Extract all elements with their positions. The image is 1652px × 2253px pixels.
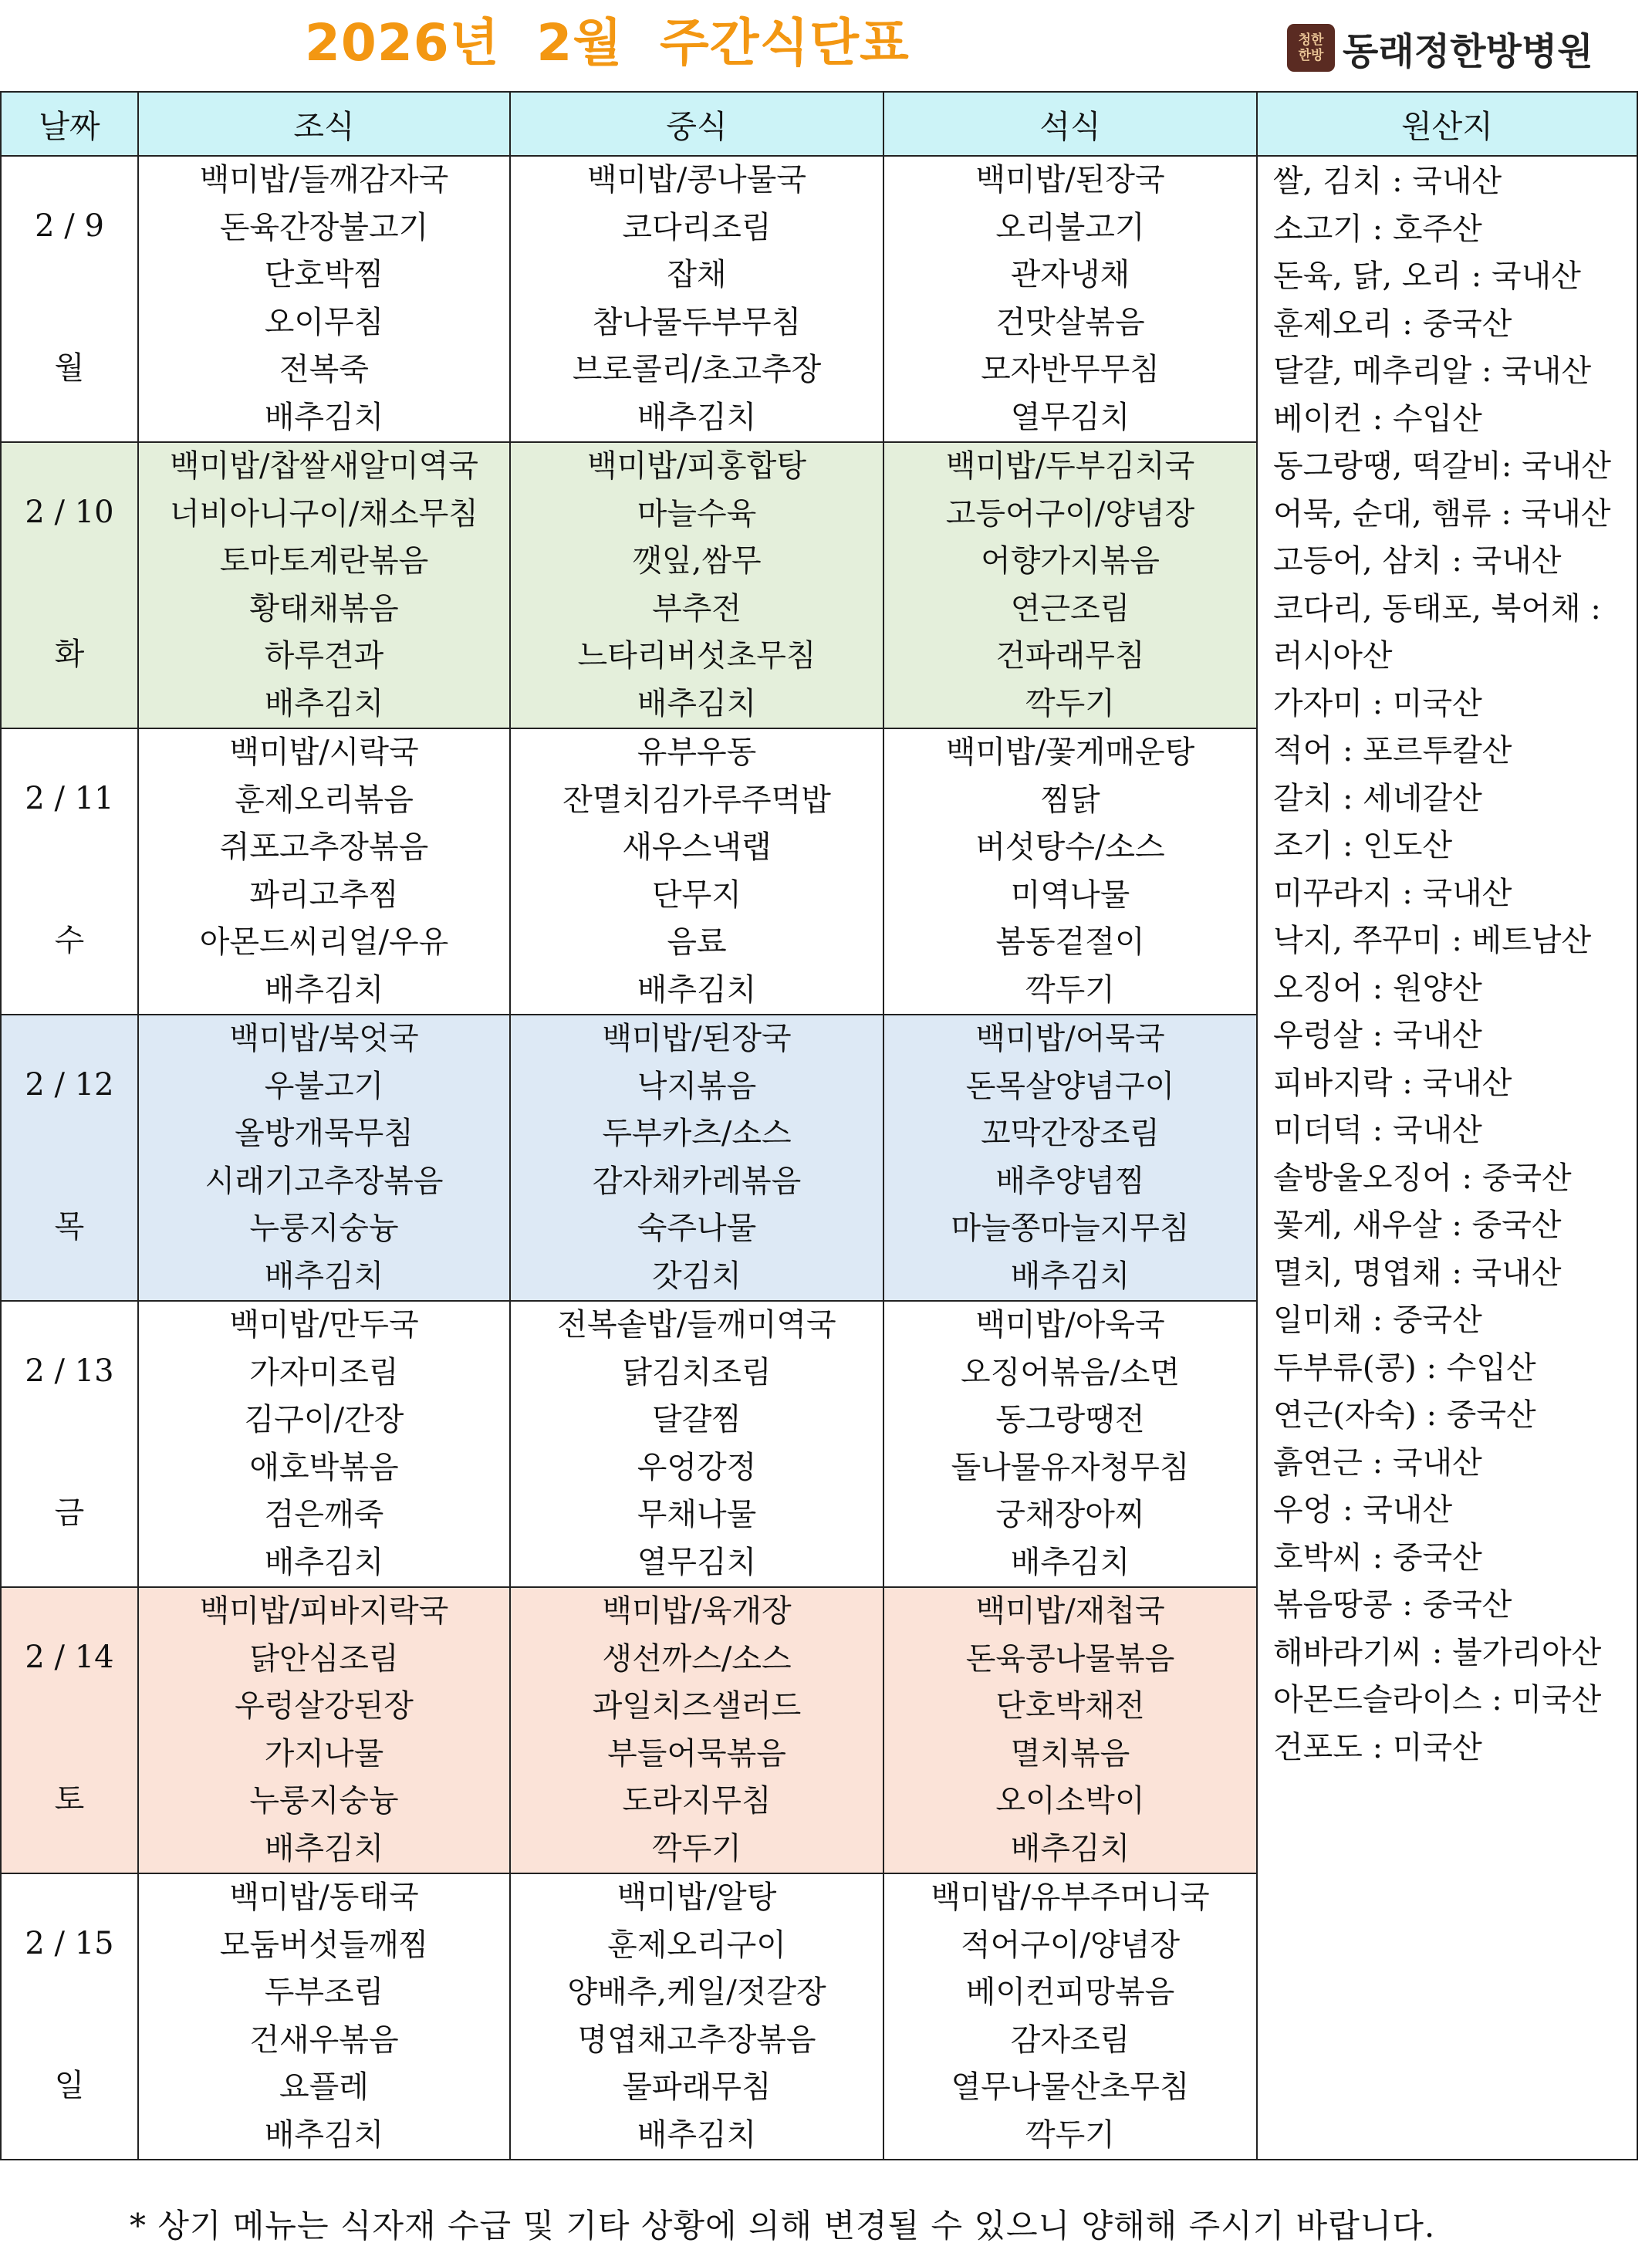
- menu-item: 깍두기: [1025, 685, 1115, 721]
- menu-item: 멸치볶음: [1010, 1735, 1130, 1772]
- date-cell: [1, 1873, 138, 2160]
- day-date: 2 / 15: [25, 1926, 114, 1961]
- menu-item: 가자미조림: [249, 1354, 399, 1390]
- day-weekday: 일: [54, 2067, 85, 2103]
- menu-item: 단호박채전: [995, 1688, 1145, 1724]
- date-cell: [1, 1015, 138, 1301]
- date-cell: [1, 156, 138, 442]
- date-cell: [1, 1587, 138, 1873]
- menu-item: 배추김치: [1010, 1830, 1130, 1866]
- day-weekday: 금: [54, 1495, 85, 1531]
- origin-item: 흙연근 : 국내산: [1273, 1444, 1482, 1481]
- menu-item: 궁채장아찌: [995, 1497, 1145, 1532]
- menu-item: 연근조림: [1010, 590, 1130, 627]
- hospital-logo-text-bottom: 한방: [1298, 48, 1324, 63]
- menu-item: 요플레: [279, 2069, 369, 2105]
- menu-item: 고등어구이/양념장: [945, 495, 1195, 532]
- menu-item: 낙지볶음: [637, 1068, 757, 1104]
- breakfast-cell: [138, 1015, 510, 1301]
- menu-item: 깍두기: [652, 1830, 742, 1866]
- lunch-cell: [510, 156, 883, 442]
- dinner-cell: [883, 156, 1257, 442]
- menu-item: 배추김치: [1010, 1258, 1130, 1294]
- menu-item: 하루견과: [264, 638, 384, 674]
- breakfast-cell: [138, 1587, 510, 1873]
- day-weekday: 수: [54, 922, 85, 958]
- dinner-cell: [883, 442, 1257, 728]
- menu-item: 백미밥/만두국: [229, 1307, 419, 1343]
- hospital-brand: [1287, 22, 1593, 74]
- menu-item: 아몬드씨리얼/우유: [199, 924, 449, 960]
- menu-item: 배추김치: [264, 1258, 384, 1294]
- lunch-cell: [510, 1587, 883, 1873]
- table-body: [1, 156, 1637, 2160]
- menu-item: 쥐포고추장볶음: [219, 829, 429, 865]
- origin-item: 해바라기씨 : 불가리아산: [1273, 1634, 1602, 1670]
- menu-item: 훈제오리볶음: [235, 782, 414, 818]
- menu-item: 단무지: [652, 877, 742, 913]
- menu-item: 건새우볶음: [249, 2022, 399, 2058]
- dinner-cell: [883, 1015, 1257, 1301]
- origin-item: 미꾸라지 : 국내산: [1273, 875, 1512, 911]
- lunch-cell: [510, 1015, 883, 1301]
- breakfast-cell: [138, 728, 510, 1015]
- table-row: [1, 156, 1637, 442]
- menu-item: 백미밥/들깨감자국: [199, 162, 449, 198]
- page-title: 2026년 2월 주간식단표: [305, 13, 910, 73]
- menu-item: 코다리조림: [622, 209, 772, 245]
- menu-item: 전복죽: [279, 352, 369, 387]
- menu-item: 물파래무침: [622, 2069, 772, 2105]
- menu-item: 배추김치: [264, 971, 384, 1008]
- day-weekday: 목: [54, 1208, 85, 1245]
- menu-item: 단호박찜: [264, 257, 384, 292]
- header-breakfast: 조식: [138, 92, 510, 156]
- menu-item: 두부카츠/소스: [602, 1116, 792, 1151]
- origin-item: 볶음땅콩 : 중국산: [1273, 1587, 1512, 1623]
- menu-item: 백미밥/두부김치국: [945, 448, 1195, 484]
- menu-item: 돈육간장불고기: [219, 209, 429, 245]
- origin-cell: [1257, 156, 1637, 2160]
- menu-item: 생선까스/소스: [602, 1640, 792, 1677]
- breakfast-cell: [138, 1873, 510, 2160]
- menu-item: 김구이/간장: [244, 1402, 404, 1437]
- menu-item: 백미밥/동태국: [229, 1880, 419, 1915]
- menu-item: 두부조림: [264, 1974, 384, 2010]
- origin-item: 솔방울오징어 : 중국산: [1273, 1160, 1572, 1196]
- hospital-logo-text-top: 청한: [1298, 32, 1324, 48]
- origin-item: 어묵, 순대, 햄류 : 국내산: [1273, 495, 1611, 532]
- menu-item: 마늘수육: [637, 495, 757, 532]
- menu-item: 깍두기: [1025, 971, 1115, 1008]
- menu-item: 백미밥/알탕: [617, 1880, 777, 1915]
- menu-item: 배추김치: [637, 399, 757, 435]
- origin-item: 조기 : 인도산: [1273, 828, 1453, 863]
- header-date: 날짜: [1, 92, 138, 156]
- origin-item: 달걀, 메추리알 : 국내산: [1273, 353, 1592, 389]
- menu-item: 찜닭: [1040, 782, 1100, 818]
- menu-item: 관자냉채: [1010, 257, 1130, 292]
- menu-item: 과일치즈샐러드: [592, 1688, 802, 1724]
- menu-item: 백미밥/피홍합탕: [587, 448, 806, 484]
- origin-item: 연근(자숙) : 중국산: [1273, 1397, 1536, 1433]
- origin-item: 러시아산: [1273, 638, 1393, 674]
- menu-item: 배추양념찜: [995, 1163, 1145, 1199]
- menu-item: 백미밥/육개장: [602, 1593, 792, 1629]
- origin-item: 훈제오리 : 중국산: [1273, 306, 1512, 342]
- origin-item: 우엉 : 국내산: [1273, 1492, 1453, 1528]
- day-date: 2 / 13: [25, 1353, 114, 1389]
- menu-item: 돈육콩나물볶음: [965, 1640, 1175, 1677]
- menu-item: 시래기고추장볶음: [204, 1163, 444, 1199]
- menu-item: 배추김치: [264, 1830, 384, 1866]
- menu-item: 배추김치: [264, 685, 384, 721]
- origin-item: 오징어 : 원양산: [1273, 970, 1482, 1006]
- menu-item: 배추김치: [637, 685, 757, 721]
- menu-item: 검은깨죽: [264, 1497, 384, 1532]
- lunch-cell: [510, 728, 883, 1015]
- menu-item: 감자조림: [1010, 2022, 1130, 2058]
- menu-item: 명엽채고추장볶음: [577, 2022, 816, 2058]
- dinner-cell: [883, 728, 1257, 1015]
- menu-item: 백미밥/유부주머니국: [931, 1880, 1210, 1915]
- menu-item: 새우스낵랩: [622, 829, 772, 865]
- header-lunch: 중식: [510, 92, 883, 156]
- menu-item: 꽈리고추찜: [249, 877, 399, 913]
- menu-item: 누룽지숭늉: [249, 1783, 399, 1819]
- menu-item: 배추김치: [264, 399, 384, 435]
- lunch-cell: [510, 442, 883, 728]
- breakfast-cell: [138, 1301, 510, 1587]
- menu-item: 애호박볶음: [249, 1449, 399, 1485]
- menu-item: 양배추,케일/젓갈장: [567, 1974, 826, 2010]
- origin-item: 쌀, 김치 : 국내산: [1273, 164, 1502, 199]
- menu-item: 누룽지숭늉: [249, 1211, 399, 1246]
- footnote: * 상기 메뉴는 식자재 수급 및 기타 상황에 의해 변경될 수 있으니 양해해 주시기 바랍니다.: [130, 2207, 1436, 2245]
- menu-item: 숙주나물: [637, 1211, 757, 1246]
- menu-item: 백미밥/피바지락국: [199, 1593, 449, 1629]
- origin-item: 꽃게, 새우살 : 중국산: [1273, 1208, 1562, 1243]
- menu-item: 적어구이/양념장: [961, 1927, 1180, 1963]
- menu-item: 백미밥/북엇국: [229, 1021, 419, 1056]
- hospital-name: 동래정한방병원: [1343, 29, 1593, 73]
- menu-item: 훈제오리구이: [607, 1927, 786, 1963]
- menu-item: 베이컨피망볶음: [965, 1974, 1175, 2010]
- menu-item: 갓김치: [652, 1258, 742, 1294]
- origin-item: 동그랑땡, 떡갈비: 국내산: [1273, 448, 1612, 484]
- menu-item: 백미밥/찹쌀새알미역국: [170, 448, 478, 484]
- breakfast-cell: [138, 156, 510, 442]
- origin-item: 두부류(콩) : 수입산: [1273, 1349, 1536, 1386]
- menu-item: 음료: [667, 924, 727, 960]
- hospital-logo-icon: [1287, 24, 1335, 72]
- menu-item: 우렁살강된장: [235, 1688, 414, 1724]
- menu-item: 배추김치: [264, 2116, 384, 2153]
- day-date: 2 / 9: [35, 208, 104, 244]
- dinner-cell: [883, 1873, 1257, 2160]
- menu-item: 달걀찜: [652, 1402, 742, 1437]
- menu-item: 백미밥/시락국: [229, 735, 419, 770]
- date-cell: [1, 1301, 138, 1587]
- day-weekday: 토: [54, 1781, 85, 1817]
- lunch-cell: [510, 1873, 883, 2160]
- menu-item: 오징어볶음/소면: [961, 1354, 1180, 1390]
- menu-item: 무채나물: [637, 1497, 757, 1532]
- origin-item: 호박씨 : 중국산: [1273, 1539, 1482, 1576]
- menu-item: 배추김치: [637, 2116, 757, 2153]
- origin-item: 고등어, 삼치 : 국내산: [1273, 543, 1562, 579]
- origin-item: 아몬드슬라이스 : 미국산: [1273, 1682, 1602, 1718]
- menu-item: 깍두기: [1025, 2116, 1115, 2153]
- menu-item: 도라지무침: [622, 1783, 772, 1819]
- origin-item: 적어 : 포르투칼산: [1273, 733, 1512, 768]
- origin-item: 갈치 : 세네갈산: [1273, 780, 1482, 816]
- origin-item: 피바지락 : 국내산: [1273, 1065, 1512, 1101]
- menu-item: 미역나물: [1010, 877, 1130, 913]
- menu-item: 백미밥/재첩국: [975, 1593, 1165, 1629]
- weekly-menu-table: [0, 91, 1638, 2160]
- menu-item: 닭김치조림: [622, 1354, 772, 1390]
- menu-item: 우불고기: [264, 1068, 384, 1104]
- menu-item: 열무나물산초무침: [951, 2069, 1190, 2105]
- menu-item: 오이소박이: [995, 1783, 1145, 1819]
- menu-item: 돌나물유자청무침: [951, 1449, 1190, 1485]
- menu-item: 봄동겉절이: [995, 924, 1145, 960]
- header-origin: 원산지: [1257, 92, 1637, 156]
- menu-item: 오리불고기: [995, 209, 1145, 245]
- origin-item: 베이컨 : 수입산: [1273, 400, 1482, 437]
- dinner-cell: [883, 1587, 1257, 1873]
- day-date: 2 / 14: [25, 1640, 114, 1675]
- menu-item: 유부우동: [637, 735, 757, 770]
- dinner-cell: [883, 1301, 1257, 1587]
- menu-item: 배추김치: [264, 1544, 384, 1580]
- menu-item: 느타리버섯초무침: [577, 638, 816, 674]
- menu-item: 부추전: [652, 590, 742, 627]
- header-dinner: 석식: [883, 92, 1257, 156]
- menu-item: 올방개묵무침: [235, 1116, 414, 1151]
- menu-item: 너비아니구이/채소무침: [170, 495, 478, 532]
- origin-item: 가자미 : 미국산: [1273, 685, 1482, 721]
- menu-item: 깻잎,쌈무: [632, 543, 762, 579]
- origin-item: 소고기 : 호주산: [1273, 211, 1482, 247]
- menu-item: 어향가지볶음: [981, 543, 1160, 579]
- lunch-cell: [510, 1301, 883, 1587]
- menu-item: 부들어묵볶음: [607, 1735, 786, 1772]
- day-date: 2 / 11: [25, 781, 114, 816]
- origin-item: 미더덕 : 국내산: [1273, 1113, 1482, 1148]
- menu-item: 감자채카레볶음: [592, 1163, 802, 1199]
- origin-item: 돈육, 닭, 오리 : 국내산: [1273, 258, 1581, 294]
- origin-item: 코다리, 동태포, 북어채 :: [1273, 590, 1601, 627]
- menu-item: 잔멸치김가루주먹밥: [562, 782, 831, 818]
- origin-item: 우렁살 : 국내산: [1273, 1018, 1482, 1053]
- menu-item: 배추김치: [1010, 1544, 1130, 1580]
- menu-item: 잡채: [667, 257, 727, 292]
- menu-item: 토마토계란볶음: [219, 543, 429, 579]
- menu-item: 백미밥/콩나물국: [587, 162, 806, 198]
- origin-item: 일미채 : 중국산: [1273, 1302, 1482, 1338]
- origin-item: 건포도 : 미국산: [1273, 1729, 1482, 1765]
- menu-item: 마늘쫑마늘지무침: [951, 1211, 1190, 1246]
- menu-item: 모둠버섯들깨찜: [219, 1927, 429, 1963]
- menu-item: 백미밥/어묵국: [975, 1021, 1165, 1056]
- menu-item: 백미밥/아욱국: [975, 1307, 1165, 1343]
- menu-item: 꼬막간장조림: [981, 1116, 1160, 1151]
- menu-item: 버섯탕수/소스: [975, 829, 1165, 865]
- day-weekday: 화: [54, 636, 85, 672]
- breakfast-cell: [138, 442, 510, 728]
- menu-item: 브로콜리/초고추장: [572, 352, 822, 387]
- menu-item: 열무김치: [637, 1544, 757, 1580]
- menu-item: 배추김치: [637, 971, 757, 1008]
- menu-item: 모자반무무침: [981, 352, 1160, 387]
- menu-item: 백미밥/된장국: [975, 162, 1165, 198]
- menu-item: 우엉강정: [637, 1449, 757, 1485]
- day-date: 2 / 10: [25, 495, 114, 530]
- origin-item: 낙지, 쭈꾸미 : 베트남산: [1273, 923, 1592, 958]
- menu-item: 건파래무침: [995, 638, 1145, 674]
- menu-item: 전복솥밥/들깨미역국: [557, 1307, 836, 1343]
- day-weekday: 월: [54, 350, 85, 386]
- date-cell: [1, 728, 138, 1015]
- table-header-row: [1, 92, 1637, 156]
- menu-item: 가지나물: [264, 1735, 384, 1772]
- menu-item: 참나물두부무침: [592, 304, 802, 340]
- menu-item: 황태채볶음: [249, 590, 399, 627]
- menu-item: 오이무침: [264, 304, 384, 340]
- menu-item: 백미밥/된장국: [602, 1021, 792, 1056]
- menu-item: 백미밥/꽃게매운탕: [945, 735, 1195, 770]
- menu-item: 동그랑땡전: [995, 1402, 1145, 1437]
- day-date: 2 / 12: [25, 1067, 114, 1103]
- origin-item: 멸치, 명엽채 : 국내산: [1273, 1255, 1562, 1291]
- date-cell: [1, 442, 138, 728]
- menu-item: 돈목살양념구이: [965, 1068, 1175, 1104]
- menu-item: 열무김치: [1010, 399, 1130, 435]
- menu-item: 건맛살볶음: [995, 304, 1145, 340]
- menu-item: 닭안심조림: [249, 1640, 399, 1677]
